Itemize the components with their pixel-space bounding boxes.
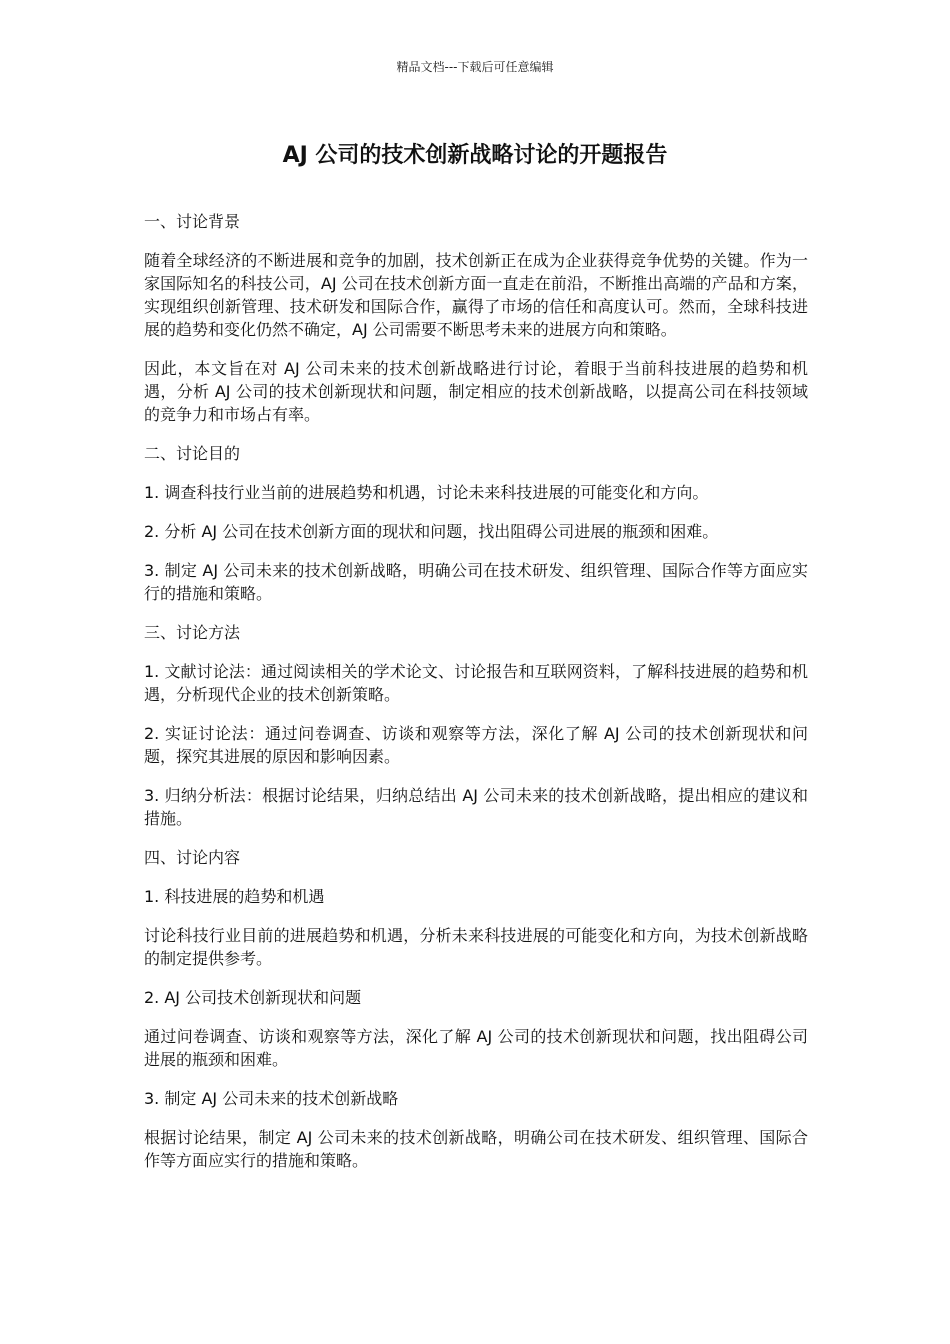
- purpose-item-3: 3. 制定 AJ 公司未来的技术创新战略，明确公司在技术研发、组织管理、国际合作等方面应实行的措施和策略。: [144, 561, 808, 603]
- section-heading-content: 四、讨论内容: [144, 848, 241, 867]
- paragraph-background-2: 因此，本文旨在对 AJ 公司未来的技术创新战略进行讨论，着眼于当前科技进展的趋势和机遇，分析 AJ 公司的技术创新现状和问题，制定相应的技术创新战略，以提高公司在科技领域的竞争力和市场占有率。: [144, 359, 808, 424]
- section-heading-purpose: 二、讨论目的: [144, 444, 241, 463]
- purpose-item-2: 2. 分析 AJ 公司在技术创新方面的现状和问题，找出阻碍公司进展的瓶颈和困难。: [144, 522, 719, 541]
- content-subheading-1: 1. 科技进展的趋势和机遇: [144, 887, 325, 906]
- method-item-2: 2. 实证讨论法：通过问卷调查、访谈和观察等方法，深化了解 AJ 公司的技术创新现状和问题，探究其进展的原因和影响因素。: [144, 724, 808, 766]
- content-paragraph-2: 通过问卷调查、访谈和观察等方法，深化了解 AJ 公司的技术创新现状和问题，找出阻碍公司进展的瓶颈和困难。: [144, 1027, 808, 1069]
- document-body: [144, 210, 808, 1188]
- content-paragraph-3: 根据讨论结果，制定 AJ 公司未来的技术创新战略，明确公司在技术研发、组织管理、国际合作等方面应实行的措施和策略。: [144, 1128, 808, 1170]
- paragraph-background-1: 随着全球经济的不断进展和竞争的加剧，技术创新正在成为企业获得竞争优势的关键。作为一家国际知名的科技公司，AJ 公司在技术创新方面一直走在前沿，不断推出高端的产品和方案，实现组织创新管理、技术研发和国际合作，赢得了市场的信任和高度认可。然而，全球科技进展的趋势和变化仍然不确定，AJ 公司需要不断思考未来的进展方向和策略。: [144, 251, 808, 339]
- method-item-1: 1. 文献讨论法：通过阅读相关的学术论文、讨论报告和互联网资料，了解科技进展的趋势和机遇，分析现代企业的技术创新策略。: [144, 662, 808, 704]
- page-header-watermark: 精品文档---下载后可任意编辑: [396, 60, 554, 74]
- document-title: AJ 公司的技术创新战略讨论的开题报告: [282, 143, 668, 168]
- method-item-3: 3. 归纳分析法：根据讨论结果，归纳总结出 AJ 公司未来的技术创新战略，提出相应的建议和措施。: [144, 786, 808, 828]
- content-subheading-3: 3. 制定 AJ 公司未来的技术创新战略: [144, 1089, 399, 1108]
- purpose-item-1: 1. 调查科技行业当前的进展趋势和机遇，讨论未来科技进展的可能变化和方向。: [144, 483, 709, 502]
- section-heading-methods: 三、讨论方法: [144, 623, 241, 642]
- section-heading-background: 一、讨论背景: [144, 212, 241, 231]
- content-subheading-2: 2. AJ 公司技术创新现状和问题: [144, 988, 362, 1007]
- content-paragraph-1: 讨论科技行业目前的进展趋势和机遇，分析未来科技进展的可能变化和方向，为技术创新战略的制定提供参考。: [144, 926, 808, 968]
